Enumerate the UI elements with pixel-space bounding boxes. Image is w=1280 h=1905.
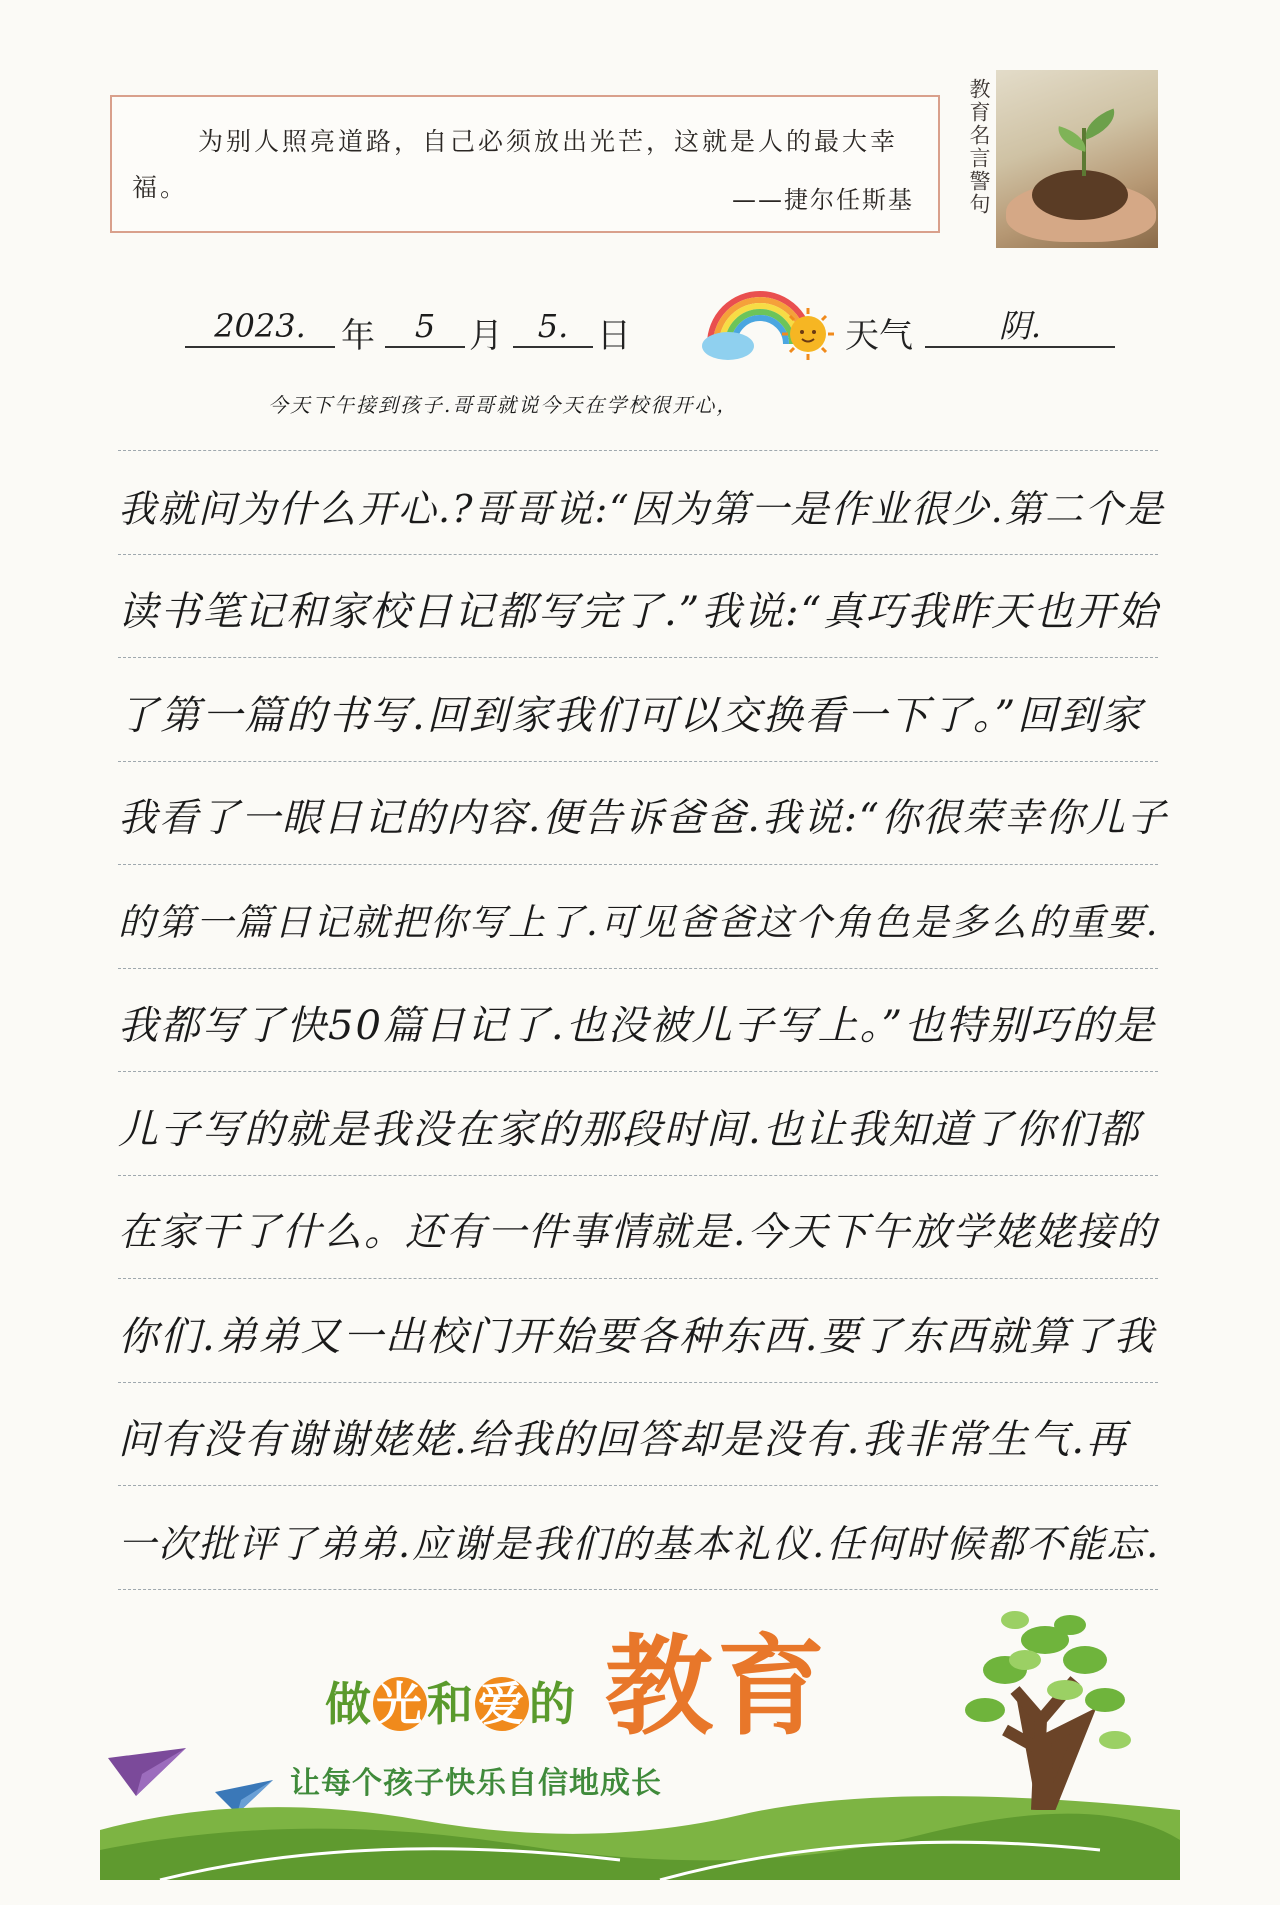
month-value: 5 [385,302,465,348]
quote-author: ——捷尔任斯基 [732,186,914,214]
year-value: 2023. [185,302,335,348]
diary-line: 我都写了快50篇日记了.也没被儿子写上。”也特别巧的是 [118,1003,1157,1049]
diary-line: 你们.弟弟又一出校门开始要各种东西.要了东西就算了我 [118,1313,1156,1360]
weather-value: 阴. [925,302,1115,348]
footer-banner [100,1600,1180,1905]
tree-icon [945,1600,1145,1810]
diary-line: 儿子写的就是我没在家的那段时间.也让我知道了你们都 [118,1106,1141,1153]
banner-big-text: 教育 [605,1624,830,1750]
ruled-line [118,1175,1158,1176]
day-value: 5. [513,302,593,348]
ruled-line [118,1382,1158,1383]
seedling-in-hands-photo [996,70,1158,248]
ruled-line [118,1485,1158,1486]
diary-line: 的第一篇日记就把你写上了.可见爸爸这个角色是多么的重要. [118,900,1160,944]
diary-line: 我看了一眼日记的内容.便告诉爸爸.我说:“你很荣幸你儿子 [118,796,1168,841]
ruled-line [118,554,1158,555]
month-label: 月 [469,316,503,356]
diary-line: 在家干了什么。还有一件事情就是.今天下午放学姥姥接的 [118,1210,1158,1255]
year-label: 年 [341,316,375,356]
weather-label: 天气 [845,316,913,356]
diary-line: 读书笔记和家校日记都写完了.”我说:“真巧我昨天也开始 [118,589,1160,635]
date-row [185,302,1145,356]
ruled-line [118,450,1158,451]
diary-line: 我就问为什么开心.?哥哥说:“因为第一是作业很少.第二个是 [118,486,1165,531]
banner-title-highlight: 爱 [475,1677,529,1731]
banner-title [325,1668,577,1734]
banner-title-part: 的 [529,1677,577,1731]
diary-line: 了第一篇的书写.回到家我们可以交换看一下了。”回到家 [118,692,1144,739]
banner-subtitle: 让每个孩子快乐自信地成长 [290,1766,662,1801]
ruled-line [118,864,1158,865]
diary-line: 今天下午接到孩子.哥哥就说今天在学校很开心， [268,393,739,417]
ruled-line [118,657,1158,658]
quote-box [110,95,940,233]
ruled-line [118,1071,1158,1072]
banner-title-part: 做 [325,1677,373,1731]
motto-label: 教育名言警句 [967,78,991,216]
diary-line: 问有没有谢谢姥姥.给我的回答却是没有.我非常生气.再 [118,1417,1129,1463]
ruled-line [118,1589,1158,1590]
ruled-line [118,968,1158,969]
quote-text: 为别人照亮道路，自己必须放出光芒，这就是人的最大幸福。 [132,127,899,202]
diary-line: 一次批评了弟弟.应谢是我们的基本礼仪.任何时候都不能忘. [118,1521,1161,1566]
rainbow-sun-icon [700,282,840,362]
ruled-line [118,761,1158,762]
ruled-line [118,1278,1158,1279]
banner-title-part: 和 [427,1677,475,1731]
day-label: 日 [597,316,631,356]
banner-title-highlight: 光 [373,1677,427,1731]
